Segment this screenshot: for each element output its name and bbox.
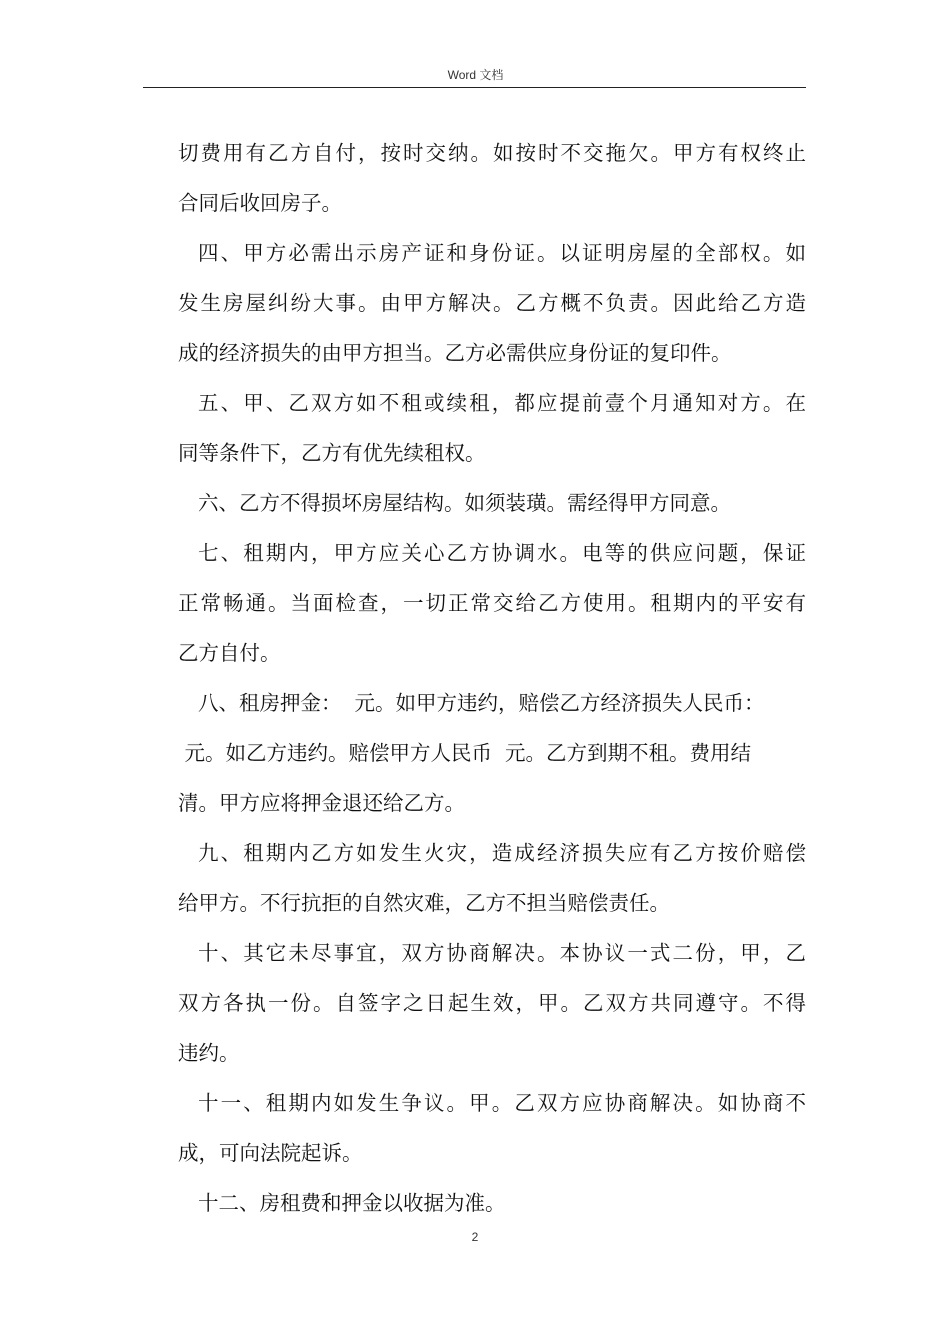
paragraph-7-start: 七、租期内，甲方应关心乙方协调水。电等的供应问题，保证	[198, 541, 806, 565]
paragraph-6-start: 六、乙方不得损坏房屋结构。如须装璜。需经得甲方同意。	[198, 491, 731, 515]
text-line: 成的经济损失的由甲方担当。乙方必需供应身份证的复印件。	[178, 341, 732, 365]
text-line: 违约。	[178, 1041, 240, 1065]
paragraph-4-start: 四、甲方必需出示房产证和身份证。以证明房屋的全部权。如	[198, 241, 806, 265]
text-line: 给甲方。不行抗拒的自然灾难，乙方不担当赔偿责任。	[178, 891, 670, 915]
header-divider	[143, 87, 806, 88]
paragraph-5-start: 五、甲、乙双方如不租或续租，都应提前壹个月通知对方。在	[198, 391, 806, 415]
text-line: 发生房屋纠纷大事。由甲方解决。乙方概不负责。因此给乙方造	[178, 291, 806, 315]
paragraph-8-start: 八、租房押金： 元。如甲方违约，赔偿乙方经济损失人民币：	[198, 691, 765, 715]
page-header: Word 文档	[447, 68, 504, 82]
text-line: 切费用有乙方自付，按时交纳。如按时不交拖欠。甲方有权终止	[178, 141, 806, 165]
text-line: 元。如乙方违约。赔偿甲方人民币 元。乙方到期不租。费用结	[178, 741, 752, 765]
paragraph-12-start: 十二、房租费和押金以收据为准。	[198, 1191, 506, 1215]
paragraph-10-start: 十、其它未尽事宜，双方协商解决。本协议一式二份，甲，乙	[198, 941, 806, 965]
document-body	[178, 128, 806, 1228]
text-line: 清。甲方应将押金退还给乙方。	[178, 791, 465, 815]
text-line: 正常畅通。当面检查，一切正常交给乙方使用。租期内的平安有	[178, 591, 806, 615]
text-line: 成，可向法院起诉。	[178, 1141, 363, 1165]
text-line: 合同后收回房子。	[178, 191, 342, 215]
text-line: 乙方自付。	[178, 641, 281, 665]
paragraph-9-start: 九、租期内乙方如发生火灾，造成经济损失应有乙方按价赔偿	[198, 841, 806, 865]
text-line: 同等条件下，乙方有优先续租权。	[178, 441, 486, 465]
text-line: 双方各执一份。自签字之日起生效，甲。乙双方共同遵守。不得	[178, 991, 806, 1015]
page-number: 2	[471, 1230, 479, 1244]
paragraph-11-start: 十一、租期内如发生争议。甲。乙双方应协商解决。如协商不	[198, 1091, 806, 1115]
